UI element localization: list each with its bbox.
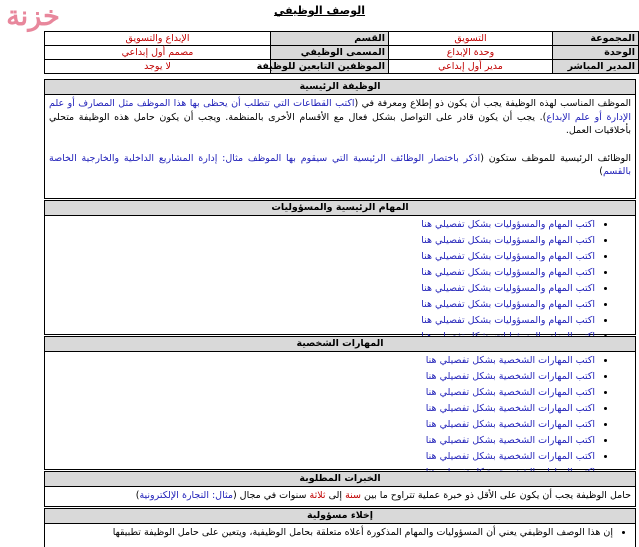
value-group: التسويق [389,32,553,46]
list-item: • اكتب المهارات الشخصية بشكل تفصيلي هنا [45,433,595,449]
section-header: إخلاء مسؤولية [45,509,635,524]
main-job-section [44,79,636,199]
disclaimer-section [44,508,636,547]
section-header: الوظيفة الرئيسية [45,80,635,95]
list-item: • اكتب المهام والمسؤوليات بشكل تفصيلي هنا [45,249,595,265]
list-item: • اكتب المهارات الشخصية بشكل تفصيلي هنا [45,449,595,465]
value-manager: مدير أول إبداعي [389,60,553,74]
section-header: المهام الرئيسية والمسؤوليات [45,201,635,216]
value-job-title: مصمم أول إبداعي [45,46,271,60]
experience-text: حامل الوظيفة يجب أن يكون على الأقل ذو خبرة عملية تتراوح ما بين سنة إلى ثلاثة سنوات في مجال (مثال: التجارة الإلكترونية) [135,490,631,501]
list-item: • اكتب المهارات الشخصية بشكل تفصيلي هنا [45,369,595,385]
label-manager: المدير المباشر [553,60,639,74]
section-header: المهارات الشخصية [45,337,635,352]
list-item: • اكتب المهارات الشخصية بشكل تفصيلي هنا [45,353,595,369]
value-unit: وحدة الإبداع [389,46,553,60]
list-item: • اكتب المهام والمسؤوليات بشكل تفصيلي هنا [45,297,595,313]
list-item: • اكتب المهارات الشخصية بشكل تفصيلي هنا [45,417,595,433]
table-row [45,32,639,46]
main-job-paragraph-2: الوظائف الرئيسية للموظف ستكون (اذكر باختصار الوظائف الرئيسية التي سيقوم بها الموظف مثال: إدارة المشاريع الداخلية والخارجية الخاصة بالقسم) [49,152,631,177]
tasks-list [45,217,635,345]
list-item: • اكتب المهام والمسؤوليات بشكل تفصيلي هنا [45,265,595,281]
main-job-paragraph-1: الموظف المناسب لهذه الوظيفة يجب أن يكون ذو إطلاع ومعرفة في (اكتب القطاعات التي تتطلب أن يحظى بها هذا الموظف مثل المصارف أو علم الإدارة أو علم الإبداع). يجب أن يكون قادر على التواصل بشكل فعال مع الأقسام الأخرى بالمنظمة. ويجب أن يكون حامل هذه الوظيفة متحلي بأخلاقيات العمل. [49,98,631,136]
label-subordinates: الموظفين التابعين للوظيفة [271,60,389,74]
list-item: • اكتب المهارات الشخصية بشكل تفصيلي هنا [45,385,595,401]
label-unit: الوحدة [553,46,639,60]
label-department: القسم [271,32,389,46]
list-item: • اكتب المهارات الشخصية بشكل تفصيلي هنا [45,401,595,417]
label-group: المجموعة [553,32,639,46]
experience-section [44,471,636,507]
value-subordinates: لا يوجد [45,60,271,74]
page-title: الوصف الوظيفي [273,4,366,17]
skills-list [45,353,635,481]
list-item: • اكتب المهام والمسؤوليات بشكل تفصيلي هنا [45,217,595,233]
label-job-title: المسمى الوظيفي [271,46,389,60]
tasks-section [44,200,636,335]
value-department: الإبداع والتسويق [45,32,271,46]
list-item: • اكتب المهام والمسؤوليات بشكل تفصيلي هنا [45,281,595,297]
list-item: • اكتب المهام والمسؤوليات بشكل تفصيلي هنا [45,233,595,249]
skills-section [44,336,636,470]
table-row [45,60,639,74]
khazna-logo: خزنة [6,1,60,32]
disclaimer-list [45,525,635,541]
list-item: • إن هذا الوصف الوظيفي يعني أن المسؤوليات والمهام المذكورة أعلاه متعلقة بحامل الوظيفية، ويتعين على حامل الوظيفة تطبيقها [45,525,613,541]
info-table [44,31,639,74]
list-item: • اكتب المهام والمسؤوليات بشكل تفصيلي هنا [45,313,595,329]
table-row [45,46,639,60]
section-header: الخبرات المطلوبة [45,472,635,487]
